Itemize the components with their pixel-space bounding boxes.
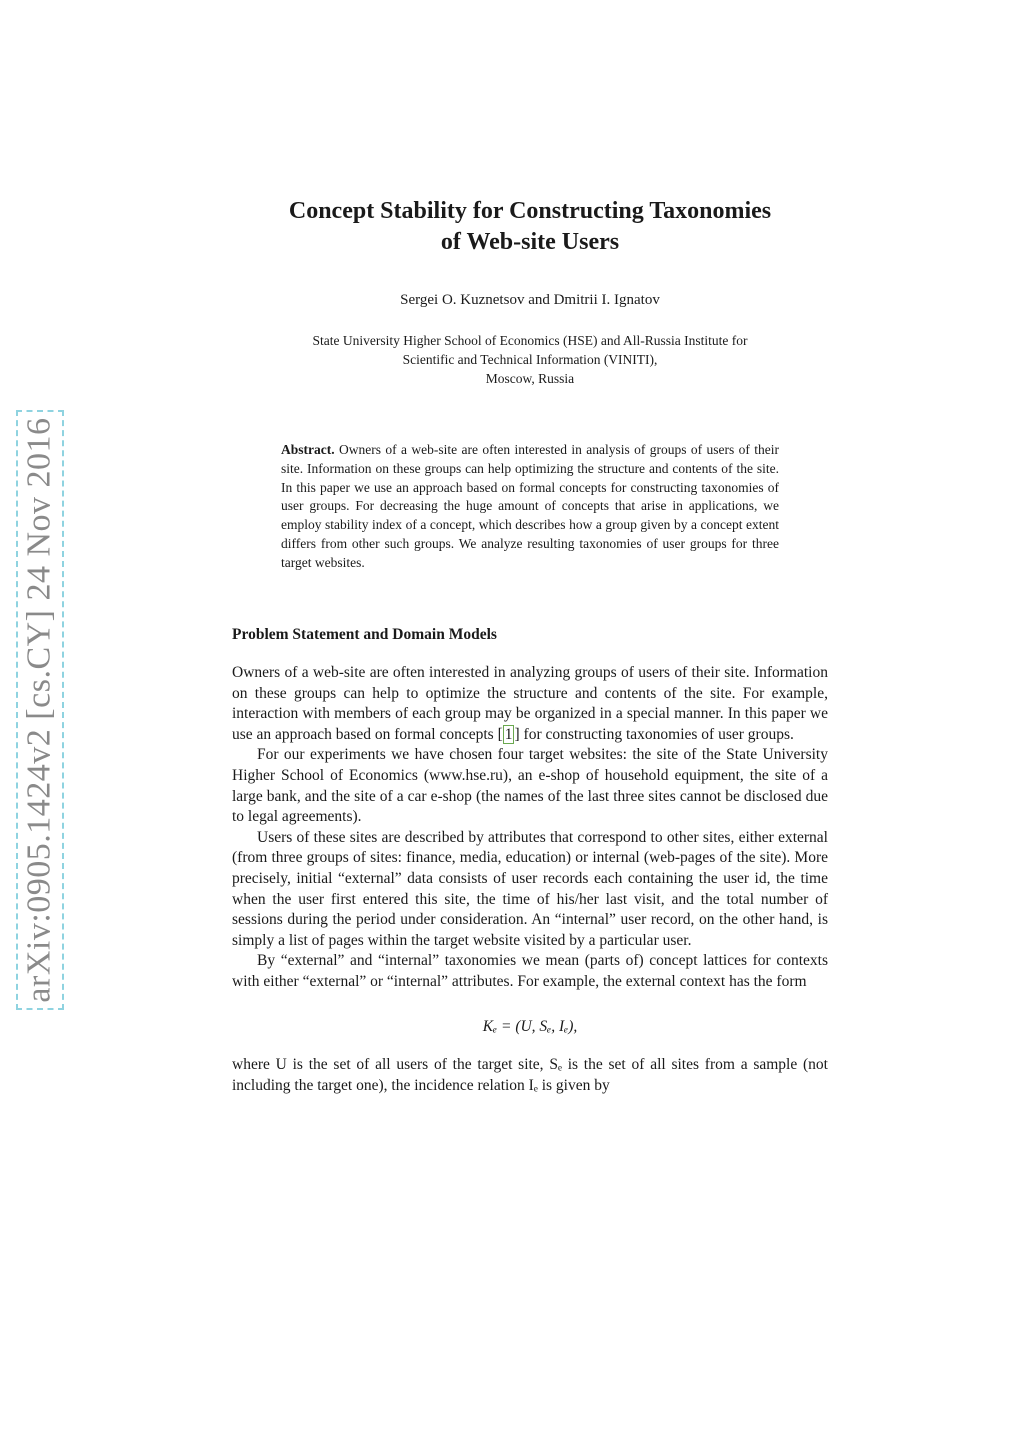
section-heading: Problem Statement and Domain Models: [232, 626, 497, 643]
abstract: [281, 441, 779, 573]
arxiv-side-stamp: [16, 410, 64, 1010]
paper-title: [232, 196, 828, 258]
paragraph-3: Users of these sites are described by attributes that correspond to other sites, either external (from three groups of sites: finance, media, education) or internal (web-pages of the site). More precisely, initial “external” data consists of user records each containing the user id, the time when the user first entered this site, the time of his/her last visit, and the total number of sessions during the period under consideration. An “internal” user record, on the other hand, is simply a list of pages within the target website visited by a particular user.: [232, 828, 828, 949]
citation-link[interactable]: 1: [504, 725, 513, 743]
paragraph-4: By “external” and “internal” taxonomies we mean (parts of) concept lattices for contexts with either “external” or “internal” attributes. For example, the external context has the form: [232, 952, 828, 990]
title-line-2: of Web-site Users: [440, 229, 620, 255]
affiliation-line-2: Scientific and Technical Information (VINITI),: [402, 352, 658, 367]
paragraph-5: where U is the set of all users of the target site, Sₑ is the set of all sites from a sample (not including the target one), the incidence relation Iₑ is given by: [232, 1056, 828, 1094]
affiliation: [232, 331, 828, 388]
authors: Sergei O. Kuznetsov and Dmitrii I. Ignatov: [400, 292, 660, 308]
affiliation-line-1: State University Higher School of Economics (HSE) and All-Russia Institute for: [312, 333, 748, 348]
paragraph-1: Owners of a web-site are often interested in analyzing groups of users of their site. Information on these groups can help to optimize the structure and contents of the site. For example, interaction with members of each group may be organized in a special manner. In this paper we use an approach based on formal concepts [ 1 ] for constructing taxonomies of user groups.: [232, 664, 828, 743]
abstract-label: Abstract.: [281, 442, 335, 457]
paragraph-2: For our experiments we have chosen four target websites: the site of the State University Higher School of Economics (www.hse.ru), an e-shop of household equipment, the site of a large bank, and the site of a car e-shop (the names of the last three sites cannot be disclosed due to legal agreements).: [232, 746, 828, 826]
affiliation-line-3: Moscow, Russia: [485, 371, 575, 386]
equation: Kₑ = (U, Sₑ, Iₑ),: [482, 1017, 578, 1035]
title-line-1: Concept Stability for Constructing Taxonomies: [288, 198, 772, 224]
abstract-text: Owners of a web-site are often interested in analysis of groups of users of their site. Information on these groups can help optimizing the structure and contents of the site. In this paper we use an approach based on formal concepts for constructing taxonomies of user groups. For decreasing the huge amount of concepts that arise in applications, we employ stability index of a concept, which describes how a group given by a concept extent differs from other such groups. We analyze resulting taxonomies of user groups for three target websites.: [281, 442, 780, 570]
arxiv-identifier: arXiv:0905.1424v2 [cs.CY] 24 Nov 2016: [21, 417, 58, 1003]
body-text: [232, 663, 828, 1096]
